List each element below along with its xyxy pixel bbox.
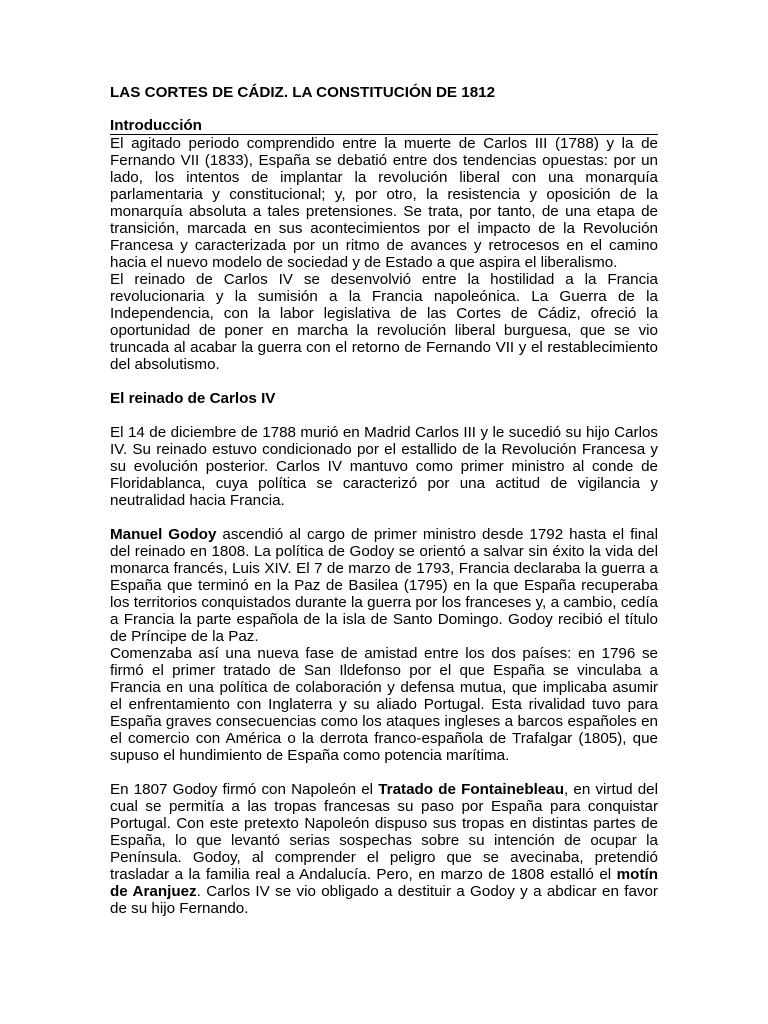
fontainebleau-treaty: Tratado de Fontainebleau xyxy=(378,781,565,798)
intro-heading: Introducción xyxy=(110,117,658,135)
alliance-paragraph: Comenzaba así una nueva fase de amistad entre los dos países: en 1796 se firmó el primer tratado de San Ildefonso por el que España se vinculaba a Francia en una política de colaboración y defensa mutua, que implicaba asumir el enfrentamiento con Inglaterra y su aliado Portugal. Esta rivalidad tuvo para España graves consecuencias como los ataques ingleses a barcos españoles en el comercio con América o la derrota franco-española de Trafalgar (1805), que supuso el hundimiento de España como potencia marítima. xyxy=(110,645,658,764)
carlos-heading: El reinado de Carlos IV xyxy=(110,390,276,407)
spacer xyxy=(110,407,658,424)
godoy-paragraph-text: ascendió al cargo de primer ministro desde 1792 hasta el final del reinado en 1808. La política de Godoy se orientó a salvar sin éxito la vida del monarca francés, Luis XIV. El 7 de marzo de 1793, Francia declaraba la guerra a España que terminó en la Paz de Basilea (1795) en la que España recuperaba los territorios conquistados durante la guerra por los franceses y, a cambio, cedía a Francia la parte española de la isla de Santo Domingo. Godoy recibió el título de Príncipe de la Paz. xyxy=(110,526,658,645)
intro-paragraph-1: El agitado periodo comprendido entre la muerte de Carlos III (1788) y la de Fernando VII (1833), España se debatió entre dos tendencias opuestas: por un lado, los intentos de implantar la revolución liberal con una monarquía parlamentaria y constitucional; y, por otro, la resistencia y oposición de la monarquía absoluta a tales pretensiones. Se trata, por tanto, de una etapa de transición, marcada en sus acontecimientos por el impacto de la Revolución Francesa y caracterizada por un ritmo de avances y retrocesos en el camino hacia el nuevo modelo de sociedad y de Estado a que aspira el liberalismo. xyxy=(110,135,658,271)
spacer xyxy=(110,764,658,781)
fontainebleau-text-b: , en virtud del cual se permitía a las tropas francesas su paso por España para conquistar Portugal. Con este pretexto Napoleón dispuso sus tropas en distintas partes de España, lo que levantó serias sospechas sobre su intención de ocupar la Península. Godoy, al comprender el peligro que se avecinaba, pretendió trasladar a la familia real a Andalucía. Pero, en marzo de 1808 estalló el xyxy=(110,781,659,883)
fontainebleau-text-a: En 1807 Godoy firmó con Napoleón el xyxy=(110,781,379,798)
carlos-paragraph-1: El 14 de diciembre de 1788 murió en Madrid Carlos III y le sucedió su hijo Carlos IV. Su reinado estuvo condicionado por el estallido de la Revolución Francesa y su evolución posterior. Carlos IV mantuvo como primer ministro al conde de Floridablanca, cuya política se caracterizó por una actitud de vigilancia y neutralidad hacia Francia. xyxy=(110,424,658,509)
document-title: LAS CORTES DE CÁDIZ. LA CONSTITUCIÓN DE 1812 xyxy=(110,84,496,101)
intro-paragraph-2: El reinado de Carlos IV se desenvolvió entre la hostilidad a la Francia revolucionaria y la sumisión a la Francia napoleónica. La Guerra de la Independencia, con la labor legislativa de las Cortes de Cádiz, ofreció la oportunidad de poner en marcha la revolución liberal burguesa, que se vio truncada al acabar la guerra con el retorno de Fernando VII y el restablecimiento del absolutismo. xyxy=(110,271,658,373)
fontainebleau-paragraph xyxy=(110,781,658,917)
spacer xyxy=(110,509,658,526)
spacer xyxy=(110,373,658,390)
godoy-paragraph xyxy=(110,526,658,645)
fontainebleau-text-c: . Carlos IV se vio obligado a destituir a Godoy y a abdicar en favor de su hijo Fernando. xyxy=(110,883,658,917)
motin-aranjuez: motín de Aranjuez xyxy=(110,866,658,900)
godoy-name: Manuel Godoy xyxy=(110,526,217,543)
